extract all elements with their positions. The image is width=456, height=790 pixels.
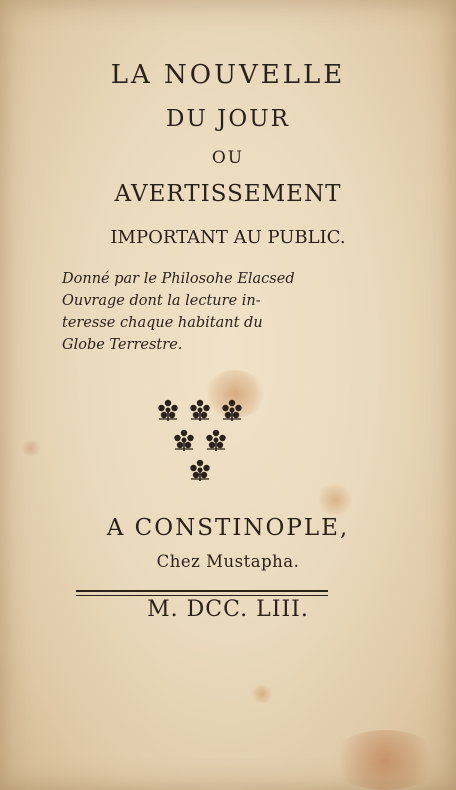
double-rule-thin [76, 595, 328, 596]
fleuron-ornament-icon [150, 392, 250, 487]
paper-stain [330, 730, 440, 790]
imprint-publisher: Chez Mustapha. [156, 552, 300, 571]
subtitle-block [62, 268, 352, 356]
title-line-4: AVERTISSEMENT [114, 181, 342, 207]
subtitle-line: Ouvrage dont la lecture in- [62, 293, 261, 309]
subtitle-line: teresse chaque habitant du [62, 315, 263, 331]
subtitle-line: Globe Terrestre. [62, 337, 183, 353]
paper-stain [315, 485, 355, 515]
title-line-2: DU JOUR [166, 106, 290, 132]
paper-stain [20, 440, 42, 456]
imprint-year: M. DCC. LIII. [147, 597, 309, 622]
imprint-place: A CONSTINOPLE, [106, 515, 350, 541]
title-line-5: IMPORTANT AU PUBLIC. [110, 227, 346, 248]
paper-stain [250, 685, 274, 703]
double-rule-thick [76, 590, 328, 592]
subtitle-line: Donné par le Philosohe Elacsed [62, 271, 295, 287]
title-line-3: OU [211, 148, 245, 168]
title-line-1: LA NOUVELLE [110, 60, 346, 90]
